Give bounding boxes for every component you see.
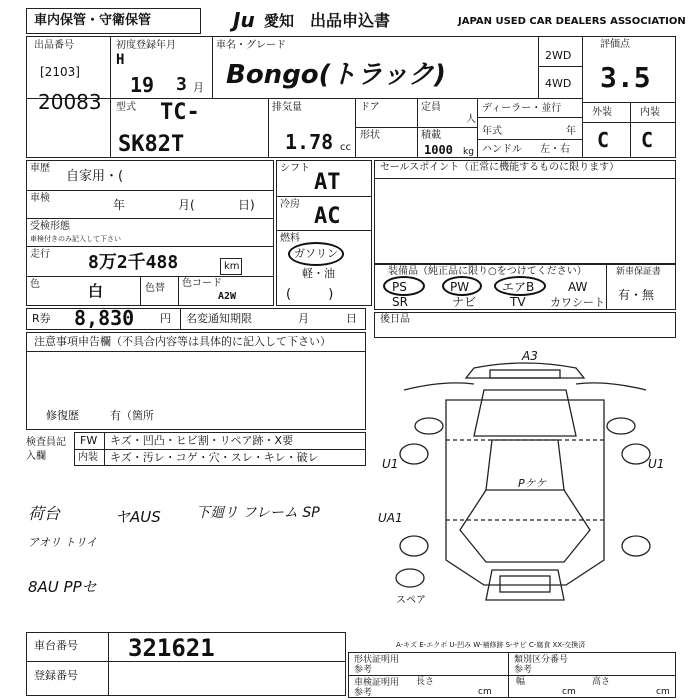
inspector-fw-label: FW (80, 434, 98, 447)
storage-label: 車内保管・守衛保管 (34, 13, 152, 28)
hw-line3: 8AU PPセ (28, 578, 97, 596)
shaken-month: 月( (178, 198, 195, 212)
registration-year: 19 (130, 73, 155, 97)
diagram-u1-left: U1 (382, 457, 399, 471)
diagram-spare: スペア (396, 595, 426, 606)
interior-label: 内装 (640, 107, 660, 118)
ownership-day: 日 (346, 312, 357, 325)
lot-code: [2103] (40, 65, 80, 79)
doors-label: ドア (360, 102, 380, 113)
ownership-label: 名変通知期限 (186, 312, 252, 325)
load-unit: kg (463, 147, 474, 157)
usage-value: 自家用・( (66, 169, 124, 184)
registration-month: 3 (176, 74, 187, 95)
model-label: 型式 (116, 102, 136, 113)
shaken-day: 日) (238, 198, 255, 212)
inspector-label: 検査員記入欄 (26, 437, 66, 462)
mileage-unit: km (224, 261, 240, 272)
fuel-bracket: ( ) (286, 287, 334, 302)
car-name-value: Bongo(トラック) (226, 60, 446, 90)
measure-length: 長さ (416, 677, 435, 687)
cooling-value: AC (314, 204, 341, 229)
color-value: 白 (88, 282, 104, 300)
equipment-label: 装備品（純正品に限り○をつけてください） (388, 266, 587, 277)
exterior-value: C (597, 128, 610, 152)
measure-shape-ref: 形状証明用参考 (354, 655, 400, 675)
registration-month-unit: 月 (193, 81, 204, 94)
prepare-label: 受検形態 (30, 221, 70, 232)
measure-width: 幅 (516, 677, 526, 687)
new-warranty-value: 有・無 (618, 288, 655, 302)
recycle-unit: 円 (160, 312, 171, 325)
drive-4wd: 4WD (545, 77, 572, 90)
equip-pw: PW (450, 280, 470, 294)
color-code-value: A2W (218, 291, 237, 302)
damage-legend: A-キズ E-エクボ U-凹み W-補修跡 S-サビ C-腐食 XX-交換済 (396, 641, 586, 649)
equip-ps: PS (392, 280, 407, 294)
hw-line2: アオリ トリイ (28, 536, 98, 549)
measure-length-cm: cm (478, 687, 492, 697)
handle-value: 左・右 (540, 144, 570, 155)
form-title: 出品申込書 (310, 11, 391, 30)
brand-name: 愛知 (264, 12, 295, 30)
remarks-frame (374, 312, 676, 338)
shift-value: AT (314, 170, 341, 195)
repair-label: 修復歴 (46, 409, 79, 422)
handle-label: ハンドル (482, 144, 522, 155)
remarks-label: 後日品 (380, 314, 410, 325)
selling-points-frame (374, 160, 676, 264)
color-label: 色 (30, 279, 40, 290)
notes-label: 注意事項申告欄（不具合内容等は具体的に記入して下さい） (34, 335, 331, 348)
equip-power-seat: カワシート (550, 296, 605, 309)
diagram-u1-right: U1 (648, 457, 665, 471)
hw-line1b: ヤAUS (115, 508, 161, 526)
load-label: 積載 (421, 130, 441, 141)
inspector-fw-items: キズ・凹凸・ヒビ割・リペア跡・X要 (110, 434, 294, 447)
recycle-value: 8,830 (74, 306, 135, 330)
model-value-line1: TC- (160, 100, 200, 125)
interior-value: C (641, 128, 654, 152)
capacity-unit: 人 (466, 114, 476, 125)
shift-label: シフト (280, 163, 310, 174)
diagram-a3: A3 (522, 349, 538, 363)
equip-tv: TV (510, 295, 526, 309)
lot-number: 20083 (38, 90, 102, 114)
prepare-note: 車検付きのみ記入して下さい (30, 235, 121, 243)
displacement-value: 1.78 (285, 130, 334, 154)
mileage-label: 走行 (30, 249, 50, 260)
load-value: 1000 (424, 143, 453, 157)
hw-line1c: 下廻リ フレーム SP (196, 505, 320, 521)
ownership-month: 月 (298, 312, 309, 325)
hw-line1a: 荷台 (28, 504, 61, 523)
chassis-value: 321621 (128, 634, 215, 662)
measure-reg-ref: 車検証明用参考 (354, 678, 400, 698)
new-warranty-label: 新車保証書 (616, 267, 662, 277)
fuel-gasoline: ガソリン (294, 247, 338, 260)
drive-2wd: 2WD (545, 49, 572, 62)
inspector-interior-items: キズ・汚レ・コゲ・穴・スレ・キレ・破レ (110, 451, 319, 464)
mileage-value: 8万2千488 (88, 252, 179, 273)
fuel-diesel: 軽・油 (302, 267, 335, 280)
dealer-year-label: 年式 (482, 126, 502, 137)
exterior-label: 外装 (592, 107, 612, 118)
car-name-label: 車名・グレード (216, 40, 286, 51)
usage-label: 車歴 (30, 163, 50, 174)
dealer-label: ディーラー・並行 (482, 103, 562, 114)
shaken-label: 車検 (30, 193, 50, 204)
equip-aw: AW (568, 280, 588, 294)
equip-sr: SR (392, 295, 408, 309)
diagram-ua1: UA1 (378, 511, 403, 525)
measure-width-cm: cm (562, 687, 576, 697)
capacity-label: 定員 (421, 102, 441, 113)
equip-airbag: エアB (502, 280, 535, 294)
equip-navi: ナビ (452, 295, 477, 309)
fuel-label: 燃料 (280, 233, 300, 244)
shaken-year: 年 (113, 198, 126, 212)
color-trim-label: 色替 (145, 283, 165, 294)
shape-label: 形状 (360, 130, 380, 141)
selling-points-label: セールスポイント（正常に機能するものに限ります） (380, 162, 620, 173)
cooling-label: 冷房 (280, 199, 300, 210)
lot-label: 出品番号 (34, 40, 74, 51)
inspector-interior-label: 内装 (78, 452, 98, 463)
brand-logo: Ju (233, 8, 255, 32)
measure-height-cm: cm (656, 687, 670, 697)
grade-value: 3.5 (600, 61, 651, 94)
chassis-label: 車台番号 (34, 639, 78, 652)
model-value-line2: SK82T (118, 132, 185, 157)
diagram-pike: Pケケ (518, 477, 547, 490)
displacement-label: 排気量 (272, 102, 302, 113)
measure-class-ref: 類別区分番号参考 (514, 655, 569, 675)
displacement-unit: cc (340, 142, 351, 153)
registration-no-label: 登録番号 (34, 669, 78, 682)
repair-value: 有（箇所 (110, 409, 154, 422)
registration-era: H (116, 52, 125, 68)
recycle-label: R券 (32, 312, 51, 325)
dealer-year-suffix: 年 (566, 126, 576, 137)
registration-label: 初度登録年月 (116, 40, 176, 51)
color-code-label: 色コード (182, 278, 222, 289)
measure-height: 高さ (592, 677, 611, 687)
association-name: JAPAN USED CAR DEALERS ASSOCIATION (458, 16, 686, 27)
grade-label: 評価点 (600, 39, 630, 50)
